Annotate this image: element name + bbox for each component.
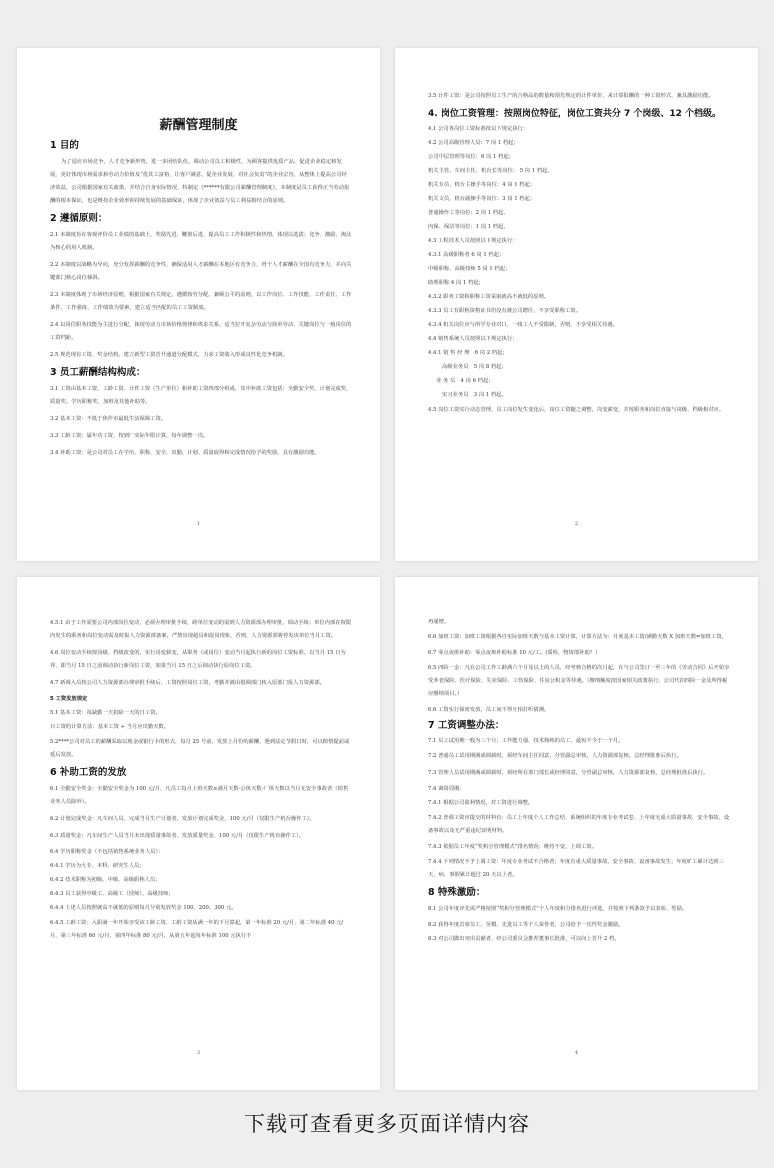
- list-line: 5.1 基本工资：每缺勤一天扣除一天的日工资。: [50, 710, 161, 716]
- list-line: 6.4.2 技术职称为初级、中级、高级职称人员；: [50, 877, 161, 883]
- paragraph: 2.5 规范现有工资、奖金结构，建立新型工资晋升通道分配模式，力求工资收入形成良性化竞争机制。: [50, 352, 288, 358]
- paragraph: 6.3 质量奖金：凡车间生产人员当月未出现质量事故者，发放质量奖金，100 元/月（仅限生产机台操作工）。: [50, 833, 305, 839]
- list-line: 6.4.4 上述人员按照就高不就低的原则每月分别发放奖金 100、200、300 元。: [50, 905, 237, 911]
- section-heading-2: 2 遵循原则：: [50, 213, 108, 224]
- list-line: 7.4.1 根据公司盈利情况，对工资进行调整。: [428, 800, 534, 806]
- paragraph: 6.1 全勤安全奖金：全勤安全奖金为 100 元/月，凡员工每月上班天数≥满月天数-公休天数-厂休天数以当月无安全事故者（销售业务人员除外）。: [50, 786, 349, 805]
- paragraph: 6.2 计划完成奖金：凡车间人员，完成当月生产计划者，发放计划完成奖金，100 元/月（仅限生产机台操作工）。: [50, 816, 315, 822]
- list-line: 7.4 调资周期：: [428, 786, 465, 792]
- list-line: 6.4.3 员工获得中级工、高级工（技师）、高级技师；: [50, 891, 174, 897]
- section-heading-4: 4. 岗位工资管理：按照岗位特征，岗位工资共分 7 个岗级、12 个档级。: [428, 109, 722, 119]
- list-line: 机关专员、机台主操手等岗位：4 岗 1 档起；: [428, 182, 536, 188]
- list-line: 中级职称、高级技师 5 岗 1 档起；: [428, 266, 511, 272]
- list-line: 普通操作工等岗位：2 岗 1 档起。: [428, 210, 509, 216]
- paragraph: 2.2 本制度以战略为导向，充分发挥薪酬的竞争性，确保适用人才薪酬在本地区有竞争力，骨干人才薪酬在全国有竞争力，并向关键部门核心岗位倾斜。: [50, 262, 352, 281]
- paragraph: 6.5 四险一金：凡在公司工作工龄满六个月及以上的人员，经考核合格的次月起，在与公司签订一至三年的《劳动合同》后开始享受养老保险、医疗保险、失业保险、工伤保险、住房公积金等待遇。（缴纳额度按国家相关政策执行，公司代扣四险一金及所得税应缴纳项目。）: [428, 665, 730, 697]
- paragraph: 6.4.5 工龄工资：入职满一年开始享受该工龄工资，工龄工资从满一年的下月算起。第一年标准 20 元/月，第二年标准 40 元/月，第三年标准 60 元/月，第四年标准 80 元/月，从第五年起每年标准 100 元执行不: [50, 920, 344, 939]
- paragraph: 4.6 岗位变动手续按岗级、档级改变的，实行岗变薪变，从职务（或岗位）变动当月起执行新的岗位工资标准，以当月 15 日为界，即当月 15 日之前调动执行新岗位工资，如果当月 15 日之后调动执行原岗位工资。: [50, 650, 346, 669]
- section-heading-8: 8 特殊激励：: [428, 887, 486, 898]
- paragraph: 6.6 加班工资：加班工资根据各自实际加班天数与基本工资计算，计算方法为：月度基本工资/满勤天数 X 加班天数=加班工资。: [428, 634, 727, 640]
- section-heading-3: 3 员工薪酬结构构成：: [50, 367, 146, 378]
- section-heading-1: 1 目的: [50, 140, 79, 151]
- download-more-caption: 下载可查看更多页面详情内容: [244, 1112, 530, 1136]
- list-line: 业 务 员 4 岗 6 档起；: [436, 378, 494, 384]
- list-line: 高级业务员 5 岗 8 档起；: [442, 364, 507, 370]
- list-line: 4.4 销售系统人员按照以下规定执行：: [428, 336, 518, 342]
- page-number: 2: [574, 521, 579, 527]
- list-line: 8.2 获得年度首席员工、劳模、先进员工等个人荣誉者，公司给予一次性奖金激励。: [428, 922, 624, 928]
- paragraph: 3.5 计件工资：是公司按照员工生产的合格品的数量和预先规定的计件单价，来计算报酬的一种工资形式，兼具激励功能。: [428, 93, 714, 99]
- document-title: 薪酬管理制度: [159, 118, 238, 133]
- list-line: 6.4.1 学历为大专、本科、研究生人员；: [50, 863, 145, 869]
- page-number: 3: [196, 1050, 201, 1056]
- list-line: 6.7 零点夜班补助：零点夜班补助标准 10 元/工。(质检、物资部补助？）: [428, 650, 601, 656]
- paragraph: 7.4.2 普调工资应提交的材料有：员工上年度个人工作总结、系统组织的年度专业考试卷、上年度无重大质量事故、安全事故、设备事故以及无严重违纪证明材料。: [428, 815, 730, 834]
- paragraph: 4.5.1 由于工作需要公司内部岗位变动，必须办理审批手续，跨单位变动的需到人力资源部办理审批，调动手续；单位内部在权限内发生的职务和岗位变动需及时报人力资源部备案，严禁出现超员和混岗现象，否则，人力资源部将停发该单位当月工资。: [50, 620, 352, 639]
- page-number: 1: [196, 521, 201, 527]
- list-line: 实习业务员 3 岗 1 档起。: [442, 392, 507, 398]
- paragraph: 2.1 本制度旨在客观评价员工业绩的基础上，奖励先进、鞭策后进，提高员工工作积极性和热情，体现以选拔；竞争、激励、淘汰为核心的用人机制。: [50, 232, 352, 251]
- section-heading-5: 5 工资发放规定: [50, 696, 88, 702]
- list-line: 7.4.3 依据员工年度“奖积分管理模式”排名情况：维持不变、上调工资。: [428, 844, 597, 850]
- list-line: 4.3.3 员工有职称资格证书但没有被公司聘任，不享受职称工资。: [428, 308, 581, 314]
- page-number: 4: [574, 1050, 579, 1056]
- paragraph: 2.3 本制度体现了市场经济原则，根据国家有关规定，遵循按劳分配，兼顾公平的原则，以工作岗位、工作技能、工作责任、工作条件、工作强度、工作绩效为要素，建立适当匹配的员工工资制度。: [50, 292, 352, 311]
- document-page-1: [17, 48, 380, 561]
- list-line: 6.6 工资实行保密发放，员工间不得互相打听猜测。: [428, 707, 550, 713]
- list-line: 4.4.1 销 售 经 理 6 岗 2 档起；: [428, 350, 508, 356]
- list-line: 机关主管、车间主任、机台长等岗位： 5 岗 1 档起。: [428, 168, 553, 174]
- document-page-2: [395, 48, 758, 561]
- list-line: 7.1 员工试用期一般为三个月；工作能力强、技术熟练的员工，最短不少于一个月。: [428, 738, 624, 744]
- list-line: 机关文员、机台副操手等岗位：3 岗 1 档起；: [428, 196, 536, 202]
- paragraph: 7.2 普通员工试用期满或调薪时，须经车间主任同意，分管副总审核，人力资源部复核，总经理批准后执行。: [428, 753, 682, 759]
- paragraph: 7.3 管理人员试用期满或调薪时，须经所在部门部长或经理同意，分管副总审核，人力资源部复核，总经理批准后执行。: [428, 770, 709, 776]
- list-line: 助理职称 4 岗 1 档起；: [428, 280, 484, 286]
- paragraph: 5.2****公司对员工的薪酬采取以现金或银行卡的形式，每月 25 号前，发放上月份的薪酬，遇到法定节假日时，可以酌情提前或延后发放。: [50, 739, 350, 758]
- list-line: 日工资的计算方法：基本工资 ÷ 当月应出勤天数。: [50, 724, 170, 730]
- paragraph: 为了适应市场竞争，人才竞争新形势，进一步团结队伍，调动公司员工积极性，为顾客提供优质产品，促进企业稳定和发展，更好体现市场需求和劳动力价值及“优其工富裕，让客户满意、促企业发展、对社会负责”的企业宗旨，从整体上提高公司经济效益，公司根据国家有关政策，并结合自身实际情况，特制定《******有限公司薪酬管理制度》，本制度是员工获得正当劳动报酬的根本保证，也是维持企业效率和持续发展的基础保证，体现了企业效益与员工利益相结合的原则。: [50, 159, 350, 204]
- list-line: 6.4 学历职称奖金（不包括销售系统业务人员）：: [50, 849, 164, 855]
- list-line: 4.3.2 职务工资和职称工资采取就高不就低的原则。: [428, 294, 550, 300]
- list-line: 8.3 对公司做出突出贡献者，经公司委员会推荐董事长批准，可以向上晋升 2 档。: [428, 936, 620, 942]
- list-line: 公司中层管理等岗位：6 岗 1 档起；: [428, 154, 514, 160]
- paragraph: 3.4 补助工资：是公司对员工在学历、职称、安全、出勤、计划、质量取得和完成情况给予的奖励，具有激励功能。: [50, 450, 320, 456]
- paragraph: 7.4.4 下列情况不予上调工资：年度专业考试不合格者；年度有重大质量事故、安全事故、设备事故发生；年度旷工累计达到三天，病、事假累计超过 20 天以上者。: [428, 859, 724, 878]
- paragraph: 4.7 新调入员按公司人力资源部办理审批手续后，工资按照岗位工资，考勤并被由借调部门转入原部门报人力资源部。: [50, 680, 325, 686]
- list-line: 4.3.1 高级职称者 6 岗 1 档起；: [428, 252, 505, 258]
- document-page-3: [17, 577, 380, 1090]
- list-line: 再递增。: [428, 619, 450, 625]
- section-heading-7: 7 工资调整办法：: [428, 720, 505, 731]
- paragraph: 8.1 公司年度评先需严格按照“奖积分管理模式”个人年度积分排名进行评选，并按照下列条款予以表彰、奖励。: [428, 906, 688, 912]
- paragraph: 3.1 工资由基本工资、工龄工资、计件工资（生产单位）和补助工资四部分组成，其中补助工资包括：全勤安全奖、计划完成奖、质量奖、学历职称奖、加班及其他补助等。: [50, 386, 352, 405]
- paragraph: 3.2 基本工资：不低于焦作市最低生活保障工资。: [50, 416, 167, 422]
- list-line: 4.3 工程技术人员按照以下规定执行：: [428, 238, 518, 244]
- list-line: 4.3.4 机关岗位应与所学专业对口，一线工人不受限制，否则，不享受相关待遇。: [428, 322, 618, 328]
- list-line: 4.2 公司高级管理人员：7 岗 1 档起；: [428, 140, 519, 146]
- list-line: 内保、保洁等岗位：1 岗 1 档起。: [428, 224, 509, 230]
- paragraph: 2.4 以岗位职务技能为主进行分配，体现劳动力市场价格规律和供求关系，适当拉开复杂劳动与简单劳动、关键岗位与一般岗位的工资档距。: [50, 322, 352, 341]
- list-line: 4.1 公司各岗位工资标准按以下规定执行：: [428, 126, 529, 132]
- document-page-4: [395, 577, 758, 1090]
- section-heading-6: 6 补助工资的发放: [50, 767, 127, 778]
- paragraph: 3.3 工龄工资：属年功工资，按到厂实际年限计算，每年调整一次。: [50, 433, 209, 439]
- paragraph: 4.5 岗位工资实行动态管理，员工岗位发生变化后，岗位工资随之调整，岗变薪变，并按职务和岗位直接与岗级、档级相对应。: [428, 407, 725, 413]
